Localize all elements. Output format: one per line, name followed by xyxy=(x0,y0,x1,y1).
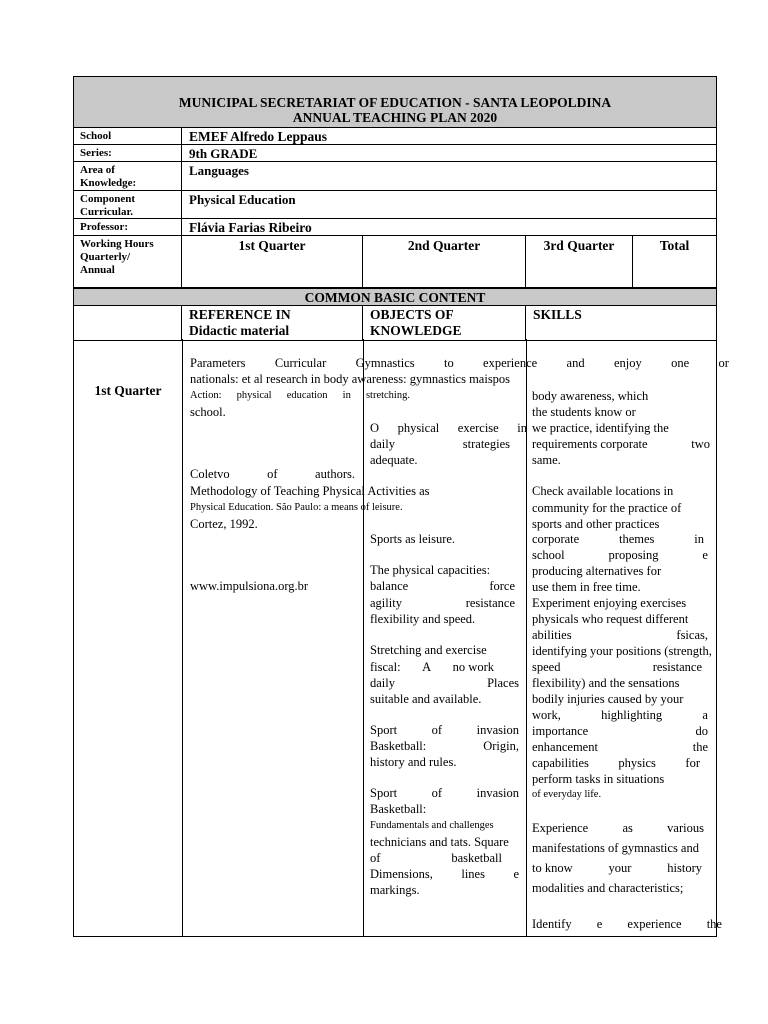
objects-line-10: fiscal: A no work xyxy=(370,660,494,674)
objects-line-4: Sports as leisure. xyxy=(370,532,456,546)
working-hours-label xyxy=(74,236,182,287)
school-value: EMEF Alfredo Leppaus xyxy=(189,129,328,144)
professor-value: Flávia Farias Ribeiro xyxy=(189,220,312,235)
reference-line-5: Coletvo of authors. xyxy=(190,467,355,481)
working-hours-label-line3: Annual xyxy=(80,264,115,276)
objects-column-header xyxy=(363,306,526,340)
objects-line-9: Stretching and exercise xyxy=(370,643,487,657)
working-hours-label-line1: Working Hours xyxy=(80,238,154,250)
reference-header-line1: REFERENCE IN xyxy=(189,307,291,322)
objects-line-5: The physical capacities: xyxy=(370,563,491,577)
common-basic-content-band: COMMON BASIC CONTENT xyxy=(74,289,716,306)
skills-line-2: the students know or xyxy=(532,405,636,419)
skills-line-11: producing alternatives for xyxy=(532,564,662,578)
skills-line-21: importance do xyxy=(532,724,708,738)
skills-line-13: Experiment enjoying exercises xyxy=(532,596,687,610)
first-quarter-label: 1st Quarter xyxy=(94,383,162,398)
reference-link: www.impulsiona.org.br xyxy=(190,579,309,593)
quarter-header-3: 3rd Quarter xyxy=(526,236,633,287)
skills-line-24: perform tasks in situations xyxy=(532,772,665,786)
area-row xyxy=(74,162,716,191)
reference-line-1: Parameters Curricular Gymnastics to experience and enjoy one or xyxy=(190,356,729,370)
skills-line-23: capabilities physics for xyxy=(532,756,700,770)
component-label-line1: Component xyxy=(80,193,136,205)
objects-line-13: Sport of invasion xyxy=(370,723,519,737)
objects-line-12: suitable and available. xyxy=(370,692,482,706)
quarter-header-1: 1st Quarter xyxy=(182,236,363,287)
objects-line-6: balance force xyxy=(370,579,515,593)
objects-line-16: Sport of invasion xyxy=(370,786,519,800)
objects-header-line1: OBJECTS OF xyxy=(370,307,454,322)
school-row xyxy=(74,128,716,145)
skills-line-14: physicals who request different xyxy=(532,612,689,626)
skills-line-9: corporate themes in xyxy=(532,532,704,546)
objects-line-3: adequate. xyxy=(370,453,418,467)
empty-header-cell xyxy=(74,306,182,340)
area-label-line1: Area of xyxy=(80,164,115,176)
objects-line-7: agility resistance xyxy=(370,596,515,610)
objects-line-22: markings. xyxy=(370,883,420,897)
objects-header-line2: KNOWLEDGE xyxy=(370,323,462,338)
objects-line-21: Dimensions, lines e xyxy=(370,867,519,881)
skills-line-10: school proposing e xyxy=(532,548,708,562)
component-value: Physical Education xyxy=(189,192,296,207)
header-title-line1: MUNICIPAL SECRETARIAT OF EDUCATION - SANTA LEOPOLDINA xyxy=(178,95,612,110)
skills-line-1: body awareness, which xyxy=(532,389,649,403)
skills-line-3: we practice, identifying the xyxy=(532,421,669,435)
series-value: 9th GRADE xyxy=(189,146,258,161)
objects-line-11: daily Places xyxy=(370,676,519,690)
skills-line-12: use them in free time. xyxy=(532,580,641,594)
skills-line-16: identifying your positions (strength, xyxy=(532,644,712,658)
skills-line-4: requirements corporate two xyxy=(532,437,710,451)
skills-line-7: community for the practice of xyxy=(532,501,682,515)
header-title-line2: ANNUAL TEACHING PLAN 2020 xyxy=(292,110,498,125)
area-label xyxy=(74,162,182,190)
objects-line-18: Fundamentals and challenges xyxy=(370,820,494,831)
objects-line-15: history and rules. xyxy=(370,755,457,769)
reference-column-header xyxy=(182,306,363,340)
professor-label: Professor: xyxy=(74,219,182,235)
skills-line-26: Experience as various xyxy=(532,821,704,835)
series-row xyxy=(74,145,716,162)
skills-column-header: SKILLS xyxy=(533,307,582,322)
objects-line-1: O physical exercise in xyxy=(370,421,527,435)
column-divider xyxy=(363,339,364,936)
skills-line-19: bodily injuries caused by your xyxy=(532,692,684,706)
skills-line-15: abilities fsicas, xyxy=(532,628,708,642)
working-hours-row xyxy=(74,236,716,288)
professor-row xyxy=(74,219,716,236)
school-label: School xyxy=(74,128,182,144)
reference-line-3: Action: physical education in stretching. xyxy=(190,390,410,401)
column-divider xyxy=(182,339,183,936)
skills-line-25: of everyday life. xyxy=(532,789,602,800)
skills-line-18: flexibility) and the sensations xyxy=(532,676,680,690)
skills-line-22: enhancement the xyxy=(532,740,708,754)
component-label-line2: Curricular. xyxy=(80,206,134,218)
total-header: Total xyxy=(659,238,690,253)
skills-line-6: Check available locations in xyxy=(532,484,674,498)
objects-line-17: Basketball: xyxy=(370,802,427,816)
skills-line-27: manifestations of gymnastics and xyxy=(532,841,699,855)
skills-line-17: speed resistance xyxy=(532,660,702,674)
area-label-line2: Knowledge: xyxy=(80,177,137,189)
component-label xyxy=(74,191,182,218)
reference-header-line2: Didactic material xyxy=(189,323,290,338)
reference-line-4: school. xyxy=(190,405,226,419)
content-column-headers xyxy=(74,306,716,341)
area-value: Languages xyxy=(189,163,249,178)
skills-line-8: sports and other practices xyxy=(532,517,660,531)
document-header xyxy=(74,77,716,128)
first-quarter-content xyxy=(74,339,729,936)
teaching-plan-document xyxy=(73,76,729,937)
skills-line-5: same. xyxy=(532,453,561,467)
objects-line-19: technicians and tats. Square xyxy=(370,835,509,849)
quarter-header-2: 2nd Quarter xyxy=(363,236,526,287)
skills-line-28: to know your history xyxy=(532,861,702,875)
reference-line-8: Cortez, 1992. xyxy=(190,517,258,531)
skills-line-29: modalities and characteristics; xyxy=(532,881,684,895)
component-row xyxy=(74,191,716,219)
reference-line-6: Methodology of Teaching Physical Activities as xyxy=(190,484,430,498)
objects-line-8: flexibility and speed. xyxy=(370,612,476,626)
series-label: Series: xyxy=(74,145,182,161)
reference-line-2: nationals: et al research in body awareness: gymnastics maispos xyxy=(190,372,511,386)
working-hours-label-line2: Quarterly/ xyxy=(80,251,131,263)
skills-line-20: work, highlighting a xyxy=(532,708,708,722)
objects-line-14: Basketball: Origin, xyxy=(370,739,519,753)
skills-line-30: Identify e experience the xyxy=(532,917,722,931)
objects-line-2: daily strategies xyxy=(370,437,510,451)
objects-line-20: of basketball xyxy=(370,851,502,865)
reference-line-7: Physical Education. São Paulo: a means of leisure. xyxy=(190,502,403,513)
